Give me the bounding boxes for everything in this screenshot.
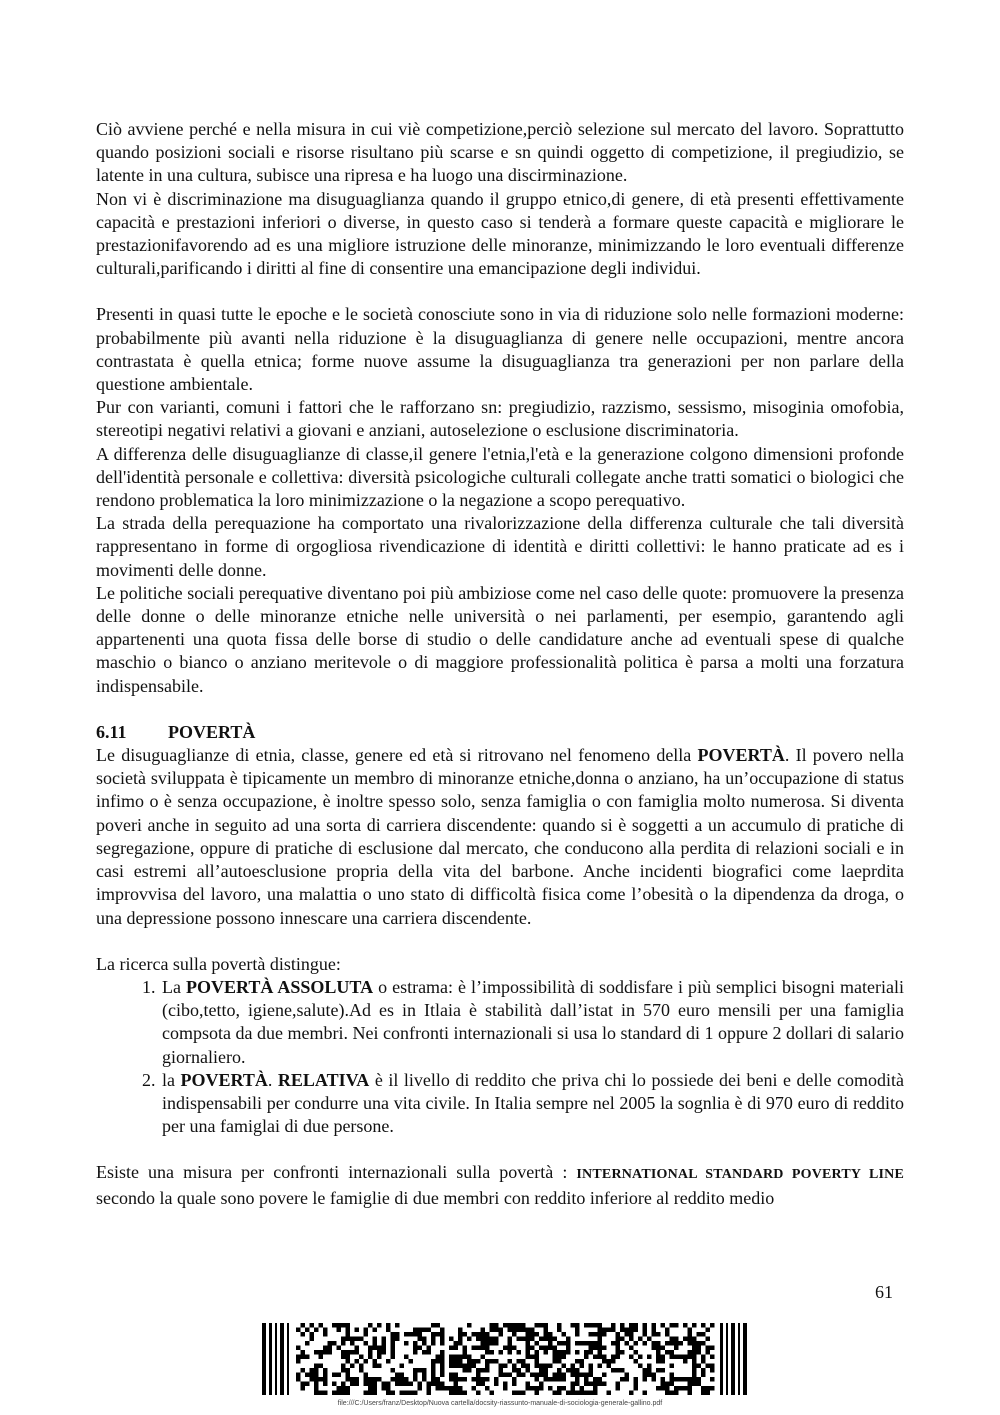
section-heading — [96, 721, 904, 744]
paragraph: A differenza delle disuguaglianze di classe,il genere l'etnia,l'età e la generazione colgono dimensioni profonde dell'identità personale e collettiva: diversità psicologiche culturali collegate anche tratti somatici o biologici che rendono problematica la loro minimizzazione o la negazione a scopo perequativo. — [96, 443, 904, 511]
list-intro: La ricerca sulla povertà distingue: — [96, 953, 341, 974]
keyword-international-standard-poverty-line: INTERNATIONAL STANDARD POVERTY LINE — [576, 1167, 904, 1183]
paragraph: La strada della perequazione ha comportato una rivalorizzazione della differenza culturale che tali diversità rappresentano in forme di orgogliosa rivendicazione di identità e diritti collettivi: le hanno praticate ad es i movimenti delle donne. — [96, 513, 904, 580]
keyword-poverta: POVERTÀ — [697, 745, 785, 766]
paragraph: Pur con varianti, comuni i fattori che le rafforzano sn: pregiudizio, razzismo, sessismo, misoginia omofobia, stereotipi negativi relativi a giovani e anziani, autoselezione o esclusione discriminatoria. — [96, 397, 904, 441]
keyword-relativa: RELATIVA — [277, 1069, 370, 1090]
keyword-poverta: POVERTÀ — [180, 1069, 268, 1090]
file-path: file:///C:/Users/franz/Desktop/Nuova cartella/docsity-riassunto-manuale-di-sociologia-generale-gallino.pdf — [337, 1400, 663, 1407]
paragraph: Presenti in quasi tutte le epoche e le società conosciute sono in via di riduzione solo nelle formazioni moderne: probabilmente più avanti nella riduzione è la disuguaglianza di genere nelle occupazioni, mentre ancora contrastata è quella etnica; forme nuove assume la disuguaglianza tra generazioni per non parlare della questione ambientale. — [96, 304, 904, 395]
page-number: 61 — [875, 1282, 893, 1302]
barcode-icon — [262, 1323, 748, 1395]
paragraph: Le politiche sociali perequative diventano poi più ambiziose come nel caso delle quote: promuovere la presenza delle donne o delle minoranze etniche nelle università o nei parlamenti, per esempio, garantendo agli appartenenti una quota fissa delle borse di studio o delle candidature anche ad eventuali spese di qualche maschio o bianco o anziano meritevole o di maggiore professionalità politica è parsa a molti una forzatura indispensabile. — [96, 582, 904, 696]
paragraph: Non vi è discriminazione ma disuguaglianza quando il gruppo etnico,di genere, di età presenti effettivamente capacità e prestazioni inferiori o diverse, in questo caso si tenderà a formare queste capacità e migliorare le prestazionifavorendo ad es una migliore istruzione delle minoranze, minimizzando le loro eventuali differenze culturali,parificando i diritti al fine di consentire una emancipazione degli individui. — [96, 188, 904, 279]
list-item: 2. la POVERTÀ. RELATIVA è il livello di reddito che priva chi lo possiede dei beni e delle comodità indispensabili per condurre una vita civile. In Italia sempre nel 2005 la sognlia è di 970 euro di reddito per una famiglai di due persone. — [160, 1069, 904, 1139]
keyword-poverta-assoluta: POVERTÀ ASSOLUTA — [186, 976, 374, 997]
list-item: 1. La POVERTÀ ASSOLUTA o estrama: è l’impossibilità di soddisfare i più semplici bisogni materiali (cibo,tetto, igiene,salute).Ad es in Itlaia è stabilità dall’istat in 570 euro mensili per una famiglia compsota da due membri. Nei confronti internazionali si usa lo standard di 1 oppure 2 dollari di salario giornaliero. — [160, 976, 904, 1069]
document-page — [96, 118, 904, 1210]
paragraph: Ciò avviene perché e nella misura in cui viè competizione,perciò selezione sul mercato del lavoro. Soprattutto quando posizioni sociali e risorse risultano più scarse e sn quindi oggetto di competizione, il pregiudizio, se latente in una cultura, subisce una ripresa e ha luogo una discirminazione. — [96, 119, 904, 186]
poverty-types-list — [96, 976, 904, 1138]
section-intro-paragraph: Le disuguaglianze di etnia, classe, genere ed età si ritrovano nel fenomeno della POVERTÀ. Il povero nella società sviluppata è tipicamente un membro di minoranze etniche,donna o anziano, ha un’occupazione di status infimo o è senza occupazione, è inoltre spesso solo, senza famiglia o con famiglia molto numerosa. Si diventa poveri anche in seguito ad una sorta di carriera discendente: quando si è soggetti a un accumulo di pratiche di segregazione, oppure di pratiche di esclusione dal mercato, che conducono alla perdita di relazioni sociali e in casi estremi all’autoesclusione propria della vita del barbone. Anche incidenti biografici come laeprdita improvvisa del lavoro, una malattia o uno stato di difficoltà fisica come l’obesità o la dipendenza da droga, o una depressione possono innescare una carriera discendente. — [96, 745, 904, 928]
closing-paragraph: Esiste una misura per confronti internazionali sulla povertà : INTERNATIONAL STANDARD POVERTY LINE secondo la quale sono povere le famiglie di due membri con reddito inferiore al reddito medio — [96, 1162, 904, 1208]
section-title: POVERTÀ — [168, 721, 256, 742]
section-number: 6.11 — [96, 721, 127, 742]
